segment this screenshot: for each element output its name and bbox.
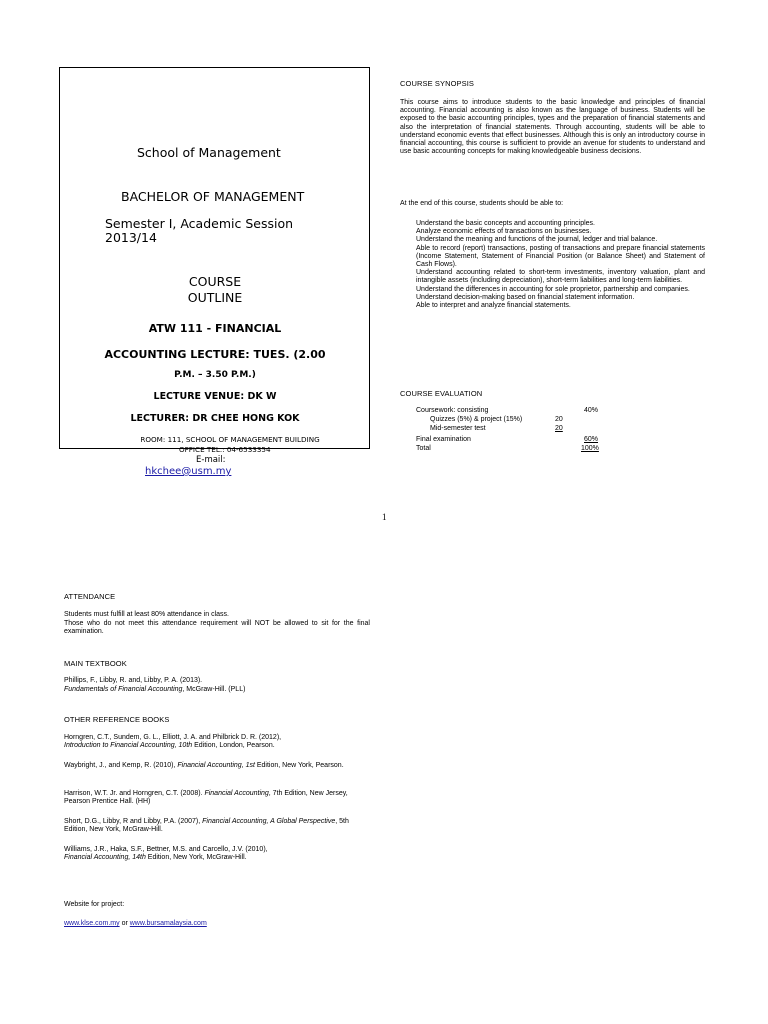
reference-publisher: Edition, New York, Pearson. [254,762,344,769]
reference-authors: Short, D.G., Libby, R and Libby, P.A. (2007), [64,818,201,825]
degree-title: BACHELOR OF MANAGEMENT [121,189,305,204]
objective-item: Understand the meaning and functions of the journal, ledger and trial balance. [416,236,658,244]
objective-item: Understand accounting related to short-term investments, inventory valuation, plant and intangible assets (including depreciation), short-term liabilities and long-term liabilities. [416,269,705,285]
website-links [64,920,207,928]
total-label: Total [416,445,431,452]
references-heading: OTHER REFERENCE BOOKS [64,715,170,724]
coursework-pct: 40% [584,407,599,414]
evaluation-heading: COURSE EVALUATION [400,389,483,398]
objective-item: Analyze economic effects of transactions on businesses. [416,228,592,236]
objectives-list [416,220,705,310]
lecture-venue: LECTURE VENUE: DK W [153,391,277,402]
quizzes-label: Quizzes (5%) & project (15%) [430,416,523,423]
reference-item [64,734,370,750]
attendance-line1: Students must fulfill at least 80% attendance in class. [64,611,229,618]
reference-item [64,818,370,834]
reference-title: Financial Accounting, 1st [177,762,255,769]
course-label: COURSE [188,274,242,289]
final-label: Final examination [416,436,471,443]
objective-item: Understand the differences in accounting for sole proprietor, partnership and companies. [416,285,690,293]
room-info: ROOM: 111, SCHOOL OF MANAGEMENT BUILDING [140,435,320,444]
email-link[interactable]: hkchee@usm.my [145,466,232,477]
reference-authors: Williams, J.R., Haka, S.F., Bettner, M.S. and Carcello, J.V. (2010), [64,846,268,853]
course-code: ATW 111 - FINANCIAL [148,322,282,335]
lecture-time: ACCOUNTING LECTURE: TUES. (2.00 [104,348,326,361]
objectives-intro: At the end of this course, students should be able to: [400,200,564,207]
objective-item: Understand decision-making based on financial statement information. [416,293,635,301]
outline-label: OUTLINE [187,290,243,305]
objective-item: Able to interpret and analyze financial statements. [416,302,571,310]
school-name: School of Management [137,145,281,160]
reference-title: Financial Accounting, 14th [64,854,146,862]
website-label: Website for project: [64,901,125,908]
lecture-time-cont: P.M. – 3.50 P.M.) [174,370,256,380]
semester-title: Semester I, Academic Session 2013/14 [105,216,294,245]
attendance-line2: Those who do not meet this attendance requirement will NOT be allowed to sit for the final examination. [64,620,370,636]
quizzes-value: 20 [555,416,563,423]
office-tel: OFFICE TEL.: 04-6533354 [179,445,271,454]
reference-authors: Horngren, C.T., Sundem, G. L., Elliott, J. A. and Philbrick D. R. (2012), [64,734,282,741]
reference-title: Financial Accounting [204,790,269,797]
synopsis-body: This course aims to introduce students to the basic knowledge and principles of financial accounting. Financial accounting is also known as the language of business. Students will be exposed to the basic accounting principles, types and the preparation of financial statements and also the interpretation of financial statements. Through accounting, students will be able to understand economic events that effect businesses. Although this is only an introductory course in financial accounting, this course is sufficient to provide an avenue for students to understand and use basic accounting concepts for making knowledgeable business decisions. [400,99,705,156]
textbook-heading: MAIN TEXTBOOK [64,659,127,668]
objective-item: Understand the basic concepts and accounting principles. [416,220,595,227]
textbook-publisher: , McGraw-Hill. (PLL) [182,686,246,693]
reference-item [64,762,370,770]
textbook-title: Fundamentals of Financial Accounting [64,686,183,693]
bursa-link[interactable]: www.bursamalaysia.com [129,920,207,927]
reference-authors: Waybright, J., and Kemp, R. (2010), [64,762,176,769]
total-pct: 100% [581,445,599,452]
coursework-label: Coursework: consisting [416,407,489,414]
reference-authors: Harrison, W.T. Jr. and Horngren, C.T. (2008). [64,790,203,797]
attendance-heading: ATTENDANCE [64,592,116,601]
textbook-entry [64,686,370,694]
synopsis-heading: COURSE SYNOPSIS [400,79,475,88]
objective-item: Able to record (report) transactions, posting of transactions and prepare financial statements (Income Statement, Statement of Financial Position (or Balance Sheet) and Statement of Cash Flows). [416,244,705,269]
page-number: 1 [382,512,387,522]
midsem-label: Mid-semester test [430,425,486,432]
email-label: E-mail: [196,455,226,465]
reference-publisher: , 5th Edition, New York, McGraw-Hill. [64,818,349,834]
or-text: or [119,920,130,927]
reference-item [64,790,370,806]
reference-title: Financial Accounting, A Global Perspective [202,818,336,825]
klse-link[interactable]: www.klse.com.my [64,920,120,927]
lecturer-name: LECTURER: DR CHEE HONG KOK [130,413,300,424]
reference-publisher: , 7th Edition, New Jersey, Pearson Prentice Hall. (HH) [64,790,348,806]
textbook-authors: Phillips, F., Libby, R. and, Libby, P. A. (2013). [64,677,203,684]
midsem-value: 20 [555,425,563,432]
final-pct: 60% [584,436,599,443]
reference-title: Introduction to Financial Accounting, 10th [64,742,193,750]
reference-item [64,846,370,862]
reference-publisher: Edition, London, Pearson. [192,742,275,750]
reference-publisher: Edition, New York, McGraw-Hill. [145,854,247,862]
